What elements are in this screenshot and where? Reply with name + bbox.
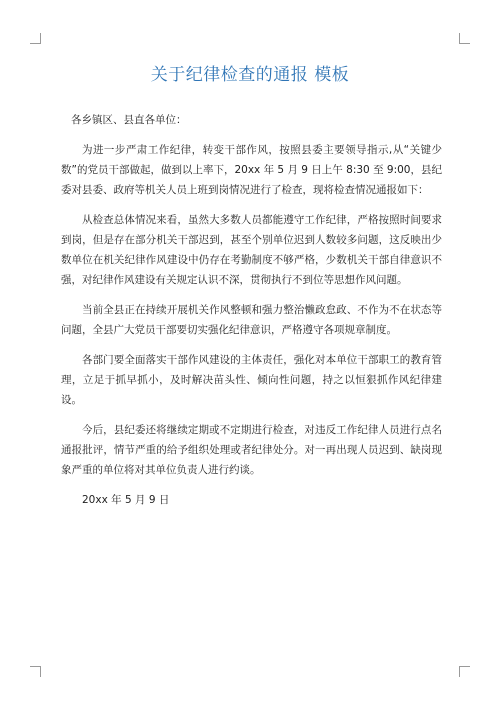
paragraph-rectification: 当前全县正在持续开展机关作风整顿和强力整治懒政怠政、不作为不在状态等问题，全县广大党员干部要切实强化纪律意识，严格遵守各项规章制度。 bbox=[61, 304, 442, 336]
paragraph-follow-up: 今后，县纪委还将继续定期或不定期进行检查，对违反工作纪律人员进行点名通报批评，情节严重的给予组织处理或者纪律处分。对一再出现人员迟到、缺岗现象严重的单位将对其单位负责人进行约谈。 bbox=[61, 424, 442, 476]
paragraph-findings: 从检查总体情况来看，虽然大多数人员都能遵守工作纪律，严格按照时间要求到岗，但是存在部分机关干部迟到，甚至个别单位迟到人数较多问题，这反映出少数单位在机关纪律作风建设中仍存在考勤制度不够严格，少数机关干部自律意识不强，对纪律作风建设有关规定认识不深，贯彻执行不到位等思想作风问题。 bbox=[61, 214, 442, 286]
paragraph-intro: 为进一步严肃工作纪律，转变干部作风，按照县委主要领导指示,从“关键少数”的党员干部做起，做到以上率下，20xx 年 5 月 9 日上午 8:30 至 9:00，县纪委对县委、政府等机关人员上班到岗情况进行了检查，现将检查情况通报如下： bbox=[61, 144, 442, 196]
salutation: 各乡镇区、县直各单位： bbox=[71, 114, 187, 126]
paragraph-responsibility: 各部门要全面落实干部作风建设的主体责任，强化对本单位干部职工的教育管理，立足于抓早抓小，及时解决苗头性、倾向性问题，持之以恒狠抓作风纪律建设。 bbox=[61, 354, 442, 406]
document-body bbox=[61, 110, 442, 520]
crop-mark-top-left bbox=[30, 33, 41, 44]
crop-mark-bottom-right bbox=[459, 666, 470, 677]
document-title: 关于纪律检查的通报 模板 bbox=[150, 65, 350, 85]
document-date: 20xx 年 5 月 9 日 bbox=[82, 494, 170, 506]
crop-mark-top-right bbox=[459, 33, 470, 44]
crop-mark-bottom-left bbox=[30, 666, 41, 677]
